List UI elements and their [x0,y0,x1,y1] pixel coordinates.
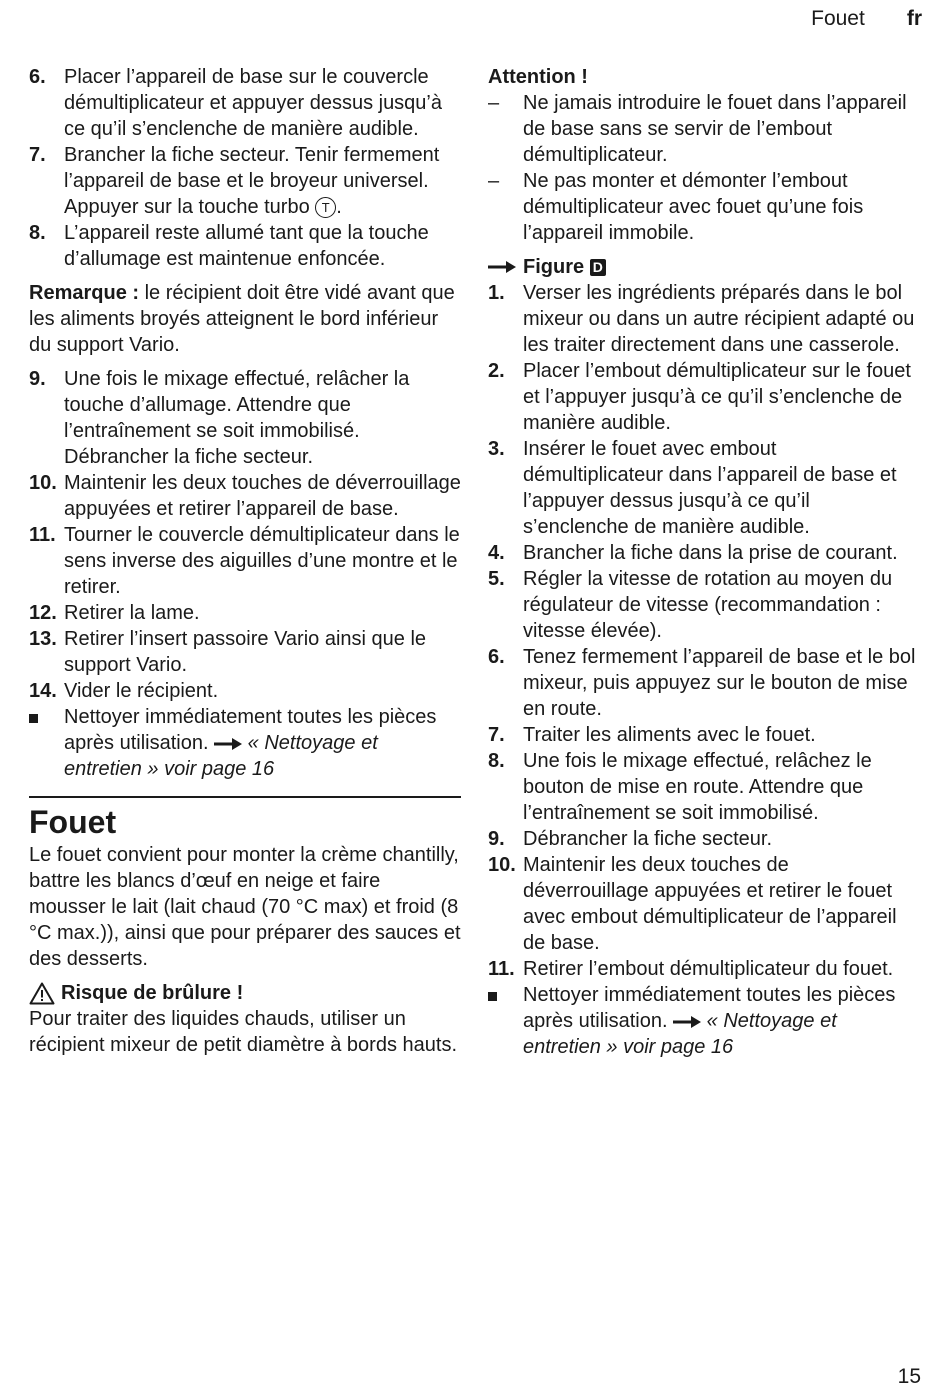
list-item [29,366,461,470]
section-heading: Fouet [29,796,461,842]
section-intro: Le fouet convient pour monter la crème chantilly, battre les blancs d’œuf en neige et faire mousser le lait (lait chaud (70 °C max) et froid (8 °C max.)), ainsi que pour préparer des sauces et des desserts. [29,844,461,970]
step-number: 12. [29,602,57,624]
page-header [811,6,922,32]
step-number: 7. [29,144,46,166]
step-number: 7. [488,724,505,746]
remark-paragraph [29,280,461,358]
step-number: 11. [29,524,56,546]
step-number: 5. [488,568,505,590]
list-item [488,852,916,956]
bullet-item [29,704,461,782]
square-bullet-icon [29,714,38,723]
cross-reference-link[interactable]: « Nettoyage et entretien » voir page 16 [64,732,378,780]
step-text: Brancher la fiche dans la prise de courant. [523,542,898,564]
list-item [488,540,916,566]
figure-label: Figure [523,256,585,278]
list-item [29,626,461,678]
list-item [29,220,461,272]
list-item [488,358,916,436]
list-item [488,90,916,168]
step-text: Une fois le mixage effectué, relâcher la touche d’allumage. Attendre que l’entraînement se soit immobilisé. Débrancher la fiche secteur. [64,368,410,468]
figure-letter-badge: D [590,259,606,276]
list-item [488,168,916,246]
step-number: 6. [29,66,46,88]
step-text: Retirer la lame. [64,602,200,624]
page-number: 15 [897,1365,921,1388]
step-text: Brancher la fiche secteur. Tenir fermement l’appareil de base et le broyeur universel. Appuyer sur la touche turbo T . [64,144,440,218]
step-text: Retirer l’embout démultiplicateur du fouet. [523,958,894,980]
warning-text: Pour traiter des liquides chauds, utiliser un récipient mixeur de petit diamètre à bords hauts. [29,1008,457,1056]
header-language-code: fr [906,7,922,30]
list-item [29,522,461,600]
list-item [488,644,916,722]
attention-title: Attention ! [488,66,588,88]
left-column [29,64,461,1058]
warning-triangle-icon [29,982,55,1005]
step-number: 11. [488,958,515,980]
step-number: 10. [488,854,516,876]
step-text: Traiter les aliments avec le fouet. [523,724,816,746]
step-number: 14. [29,680,57,702]
list-item [29,470,461,522]
attention-text: Ne pas monter et démonter l’embout démultiplicateur avec fouet qu’une fois l’appareil immobile. [523,170,864,244]
step-list-a [29,64,461,272]
step-number: 8. [488,750,505,772]
dash-bullet: – [488,170,500,192]
bullet-item [488,982,916,1060]
warning-title [29,980,461,1006]
step-number: 3. [488,438,505,460]
list-item [488,566,916,644]
list-item [29,678,461,704]
step-text: L’appareil reste allumé tant que la touche d’allumage est maintenue enfoncée. [64,222,429,270]
cross-reference-link[interactable]: « Nettoyage et entretien » voir page 16 [523,1010,837,1058]
step-text: Retirer l’insert passoire Vario ainsi que le support Vario. [64,628,427,676]
step-text: Une fois le mixage effectué, relâchez le bouton de mise en route. Attendre que l’entraînement se soit immobilisé. [523,750,872,824]
attention-text: Ne jamais introduire le fouet dans l’appareil de base sans se servir de l’embout démultiplicateur. [523,92,907,166]
step-text: Placer l’appareil de base sur le couvercle démultiplicateur et appuyer dessus jusqu’à ce qu’il s’enclenche de manière audible. [64,66,442,140]
step-text: Tourner le couvercle démultiplicateur dans le sens inverse des aiguilles d’une montre et le retirer. [64,524,460,598]
header-section-title: Fouet [811,7,865,30]
step-number: 10. [29,472,57,494]
step-text: Débrancher la fiche secteur. [523,828,773,850]
turbo-symbol-icon: T [315,197,336,218]
dash-bullet: – [488,92,500,114]
step-text: Vider le récipient. [64,680,219,702]
arrow-right-icon [673,1015,701,1029]
step-text: Tenez fermement l’appareil de base et le bol mixeur, puis appuyez sur le bouton de mise en route. [523,646,916,720]
step-number: 9. [29,368,46,390]
square-bullet-icon [488,992,497,1001]
step-list-b [29,366,461,782]
bullet-text: Nettoyer immédiatement toutes les pièces après utilisation. [64,706,437,754]
arrow-right-icon [214,737,242,751]
list-item [488,722,916,748]
step-number: 9. [488,828,505,850]
step-number: 4. [488,542,505,564]
bullet-text: Nettoyer immédiatement toutes les pièces après utilisation. [523,984,896,1032]
remark-label: Remarque : [29,282,140,304]
list-item [488,826,916,852]
warning-title-text: Risque de brûlure ! [61,982,244,1004]
step-text: Insérer le fouet avec embout démultiplicateur dans l’appareil de base et l’appuyer dessus jusqu’à ce qu’il s’enclenche de manière audible. [523,438,897,538]
list-item [29,600,461,626]
list-item [29,142,461,220]
step-text: Verser les ingrédients préparés dans le bol mixeur ou dans un autre récipient adapté ou les traiter directement dans une casserole. [523,282,915,356]
step-number: 8. [29,222,46,244]
list-item [29,64,461,142]
step-text: Régler la vitesse de rotation au moyen du régulateur de vitesse (recommandation : vitesse élevée). [523,568,893,642]
step-number: 6. [488,646,505,668]
step-number: 13. [29,628,57,650]
list-item [488,436,916,540]
step-text: Placer l’embout démultiplicateur sur le fouet et l’appuyer jusqu’à ce qu’il s’enclenche de manière audible. [523,360,911,434]
step-list [488,280,916,1060]
list-item [488,956,916,982]
list-item [488,748,916,826]
remark-text: le récipient doit être vidé avant que les aliments broyés atteignent le bord inférieur du support Vario. [29,282,455,356]
figure-reference [488,254,916,280]
step-number: 2. [488,360,505,382]
step-text: Maintenir les deux touches de déverrouillage appuyées et retirer le fouet avec embout démultiplicateur de l’appareil de base. [523,854,897,954]
list-item [488,280,916,358]
step-number: 1. [488,282,505,304]
right-column [488,64,916,1060]
step-text: Maintenir les deux touches de déverrouillage appuyées et retirer l’appareil de base. [64,472,461,520]
arrow-right-icon [488,260,516,274]
